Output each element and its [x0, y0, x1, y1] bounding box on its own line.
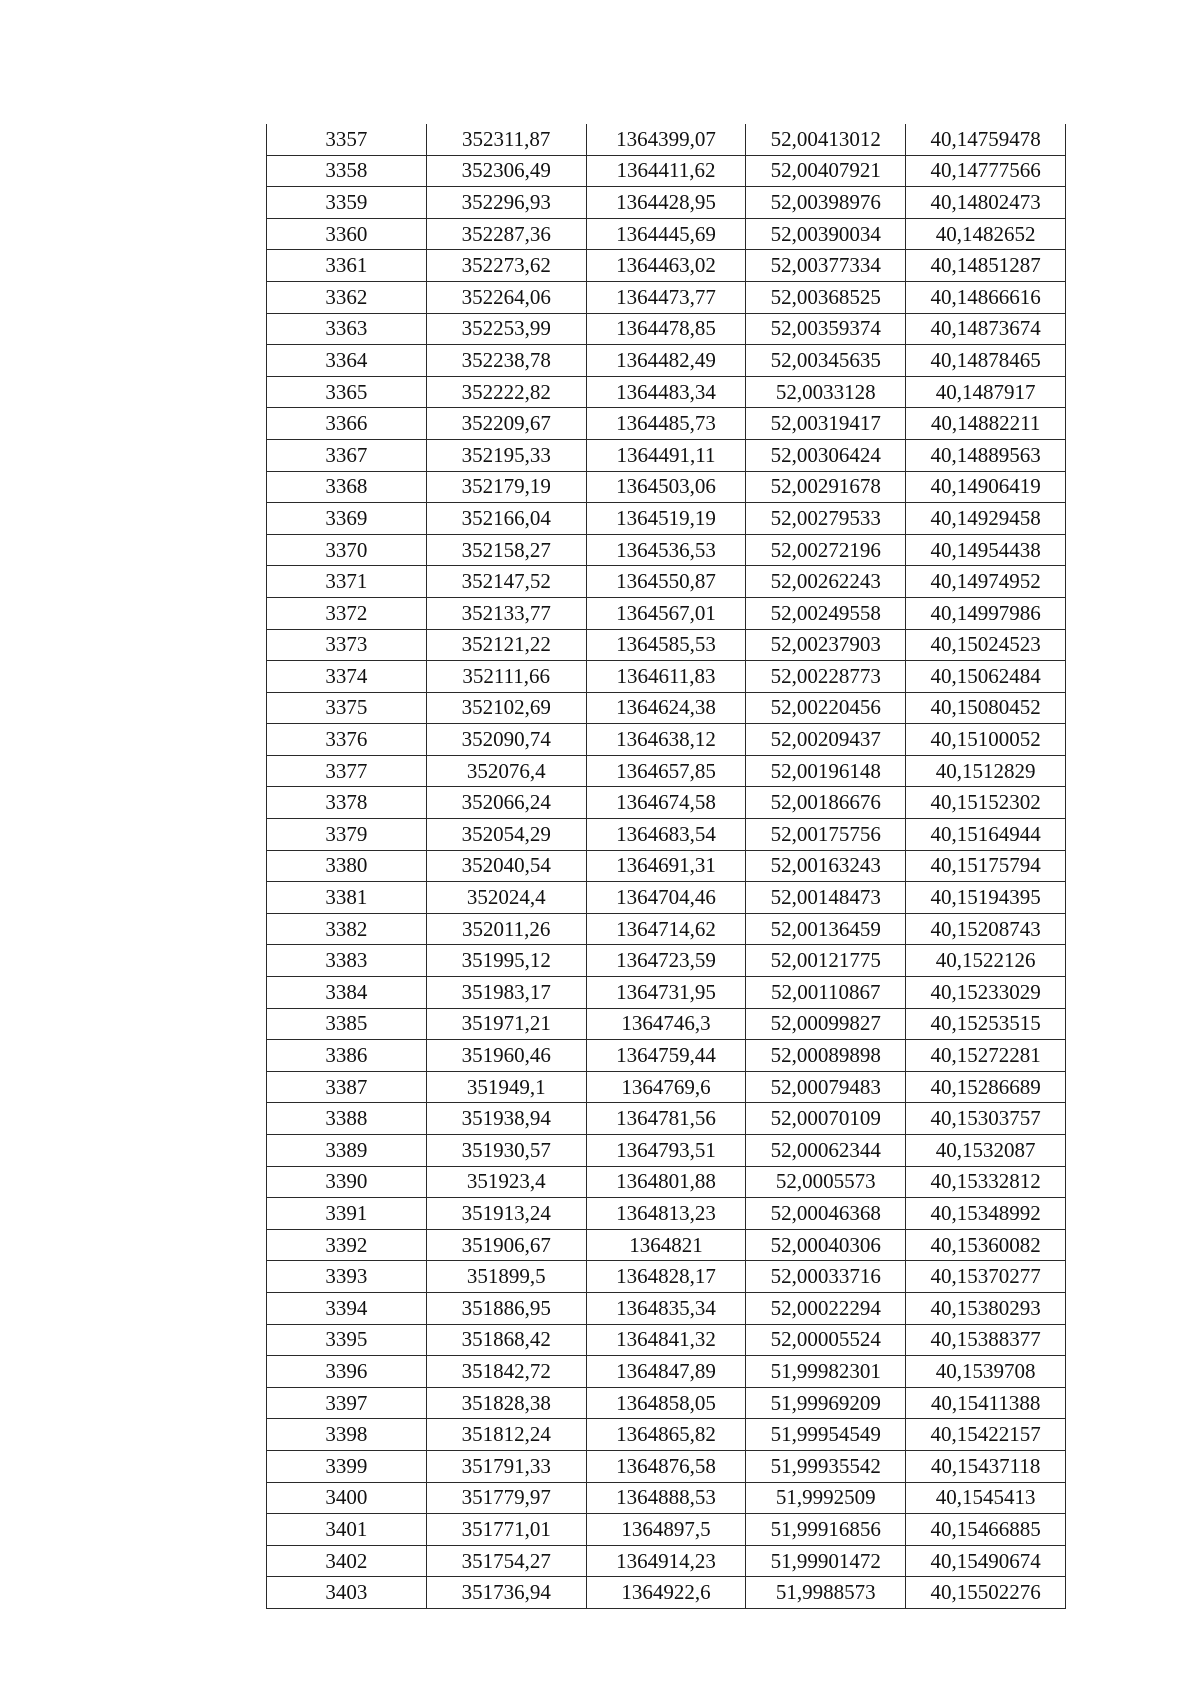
y-coordinate-cell: 1364483,34: [586, 376, 746, 408]
longitude-cell: 40,15164944: [906, 819, 1066, 851]
y-coordinate-cell: 1364858,05: [586, 1387, 746, 1419]
y-coordinate-cell: 1364657,85: [586, 755, 746, 787]
x-coordinate-cell: 352179,19: [426, 471, 586, 503]
point-number-cell: 3397: [267, 1387, 427, 1419]
longitude-cell: 40,1545413: [906, 1482, 1066, 1514]
table-row: [267, 1040, 1066, 1072]
latitude-cell: 52,00345635: [746, 345, 906, 377]
longitude-cell: 40,14777566: [906, 155, 1066, 187]
x-coordinate-cell: 351868,42: [426, 1324, 586, 1356]
latitude-cell: 52,00249558: [746, 597, 906, 629]
table-row: [267, 977, 1066, 1009]
y-coordinate-cell: 1364536,53: [586, 534, 746, 566]
longitude-cell: 40,15466885: [906, 1514, 1066, 1546]
longitude-cell: 40,15380293: [906, 1292, 1066, 1324]
point-number-cell: 3368: [267, 471, 427, 503]
point-number-cell: 3369: [267, 503, 427, 535]
longitude-cell: 40,15303757: [906, 1103, 1066, 1135]
x-coordinate-cell: 352102,69: [426, 692, 586, 724]
table-body: [267, 124, 1066, 1608]
y-coordinate-cell: 1364793,51: [586, 1135, 746, 1167]
latitude-cell: 52,00163243: [746, 850, 906, 882]
longitude-cell: 40,15437118: [906, 1450, 1066, 1482]
y-coordinate-cell: 1364683,54: [586, 819, 746, 851]
table-row: [267, 408, 1066, 440]
table-row: [267, 1071, 1066, 1103]
longitude-cell: 40,14974952: [906, 566, 1066, 598]
point-number-cell: 3400: [267, 1482, 427, 1514]
latitude-cell: 51,99969209: [746, 1387, 906, 1419]
y-coordinate-cell: 1364714,62: [586, 913, 746, 945]
latitude-cell: 51,99982301: [746, 1356, 906, 1388]
longitude-cell: 40,15490674: [906, 1545, 1066, 1577]
latitude-cell: 51,99954549: [746, 1419, 906, 1451]
y-coordinate-cell: 1364821: [586, 1229, 746, 1261]
latitude-cell: 52,00237903: [746, 629, 906, 661]
y-coordinate-cell: 1364759,44: [586, 1040, 746, 1072]
latitude-cell: 52,00121775: [746, 945, 906, 977]
point-number-cell: 3378: [267, 787, 427, 819]
table-row: [267, 313, 1066, 345]
latitude-cell: 52,00279533: [746, 503, 906, 535]
y-coordinate-cell: 1364478,85: [586, 313, 746, 345]
latitude-cell: 51,9988573: [746, 1577, 906, 1609]
point-number-cell: 3382: [267, 913, 427, 945]
longitude-cell: 40,15100052: [906, 724, 1066, 756]
y-coordinate-cell: 1364781,56: [586, 1103, 746, 1135]
point-number-cell: 3362: [267, 281, 427, 313]
longitude-cell: 40,14929458: [906, 503, 1066, 535]
table-row: [267, 1387, 1066, 1419]
x-coordinate-cell: 352024,4: [426, 882, 586, 914]
longitude-cell: 40,15422157: [906, 1419, 1066, 1451]
y-coordinate-cell: 1364801,88: [586, 1166, 746, 1198]
x-coordinate-cell: 352133,77: [426, 597, 586, 629]
point-number-cell: 3366: [267, 408, 427, 440]
y-coordinate-cell: 1364731,95: [586, 977, 746, 1009]
point-number-cell: 3389: [267, 1135, 427, 1167]
y-coordinate-cell: 1364463,02: [586, 250, 746, 282]
point-number-cell: 3361: [267, 250, 427, 282]
x-coordinate-cell: 351949,1: [426, 1071, 586, 1103]
y-coordinate-cell: 1364411,62: [586, 155, 746, 187]
latitude-cell: 52,00046368: [746, 1198, 906, 1230]
y-coordinate-cell: 1364611,83: [586, 661, 746, 693]
coordinates-table: [266, 124, 1066, 1609]
x-coordinate-cell: 351930,57: [426, 1135, 586, 1167]
table-row: [267, 1166, 1066, 1198]
y-coordinate-cell: 1364704,46: [586, 882, 746, 914]
y-coordinate-cell: 1364723,59: [586, 945, 746, 977]
latitude-cell: 52,00186676: [746, 787, 906, 819]
latitude-cell: 52,00228773: [746, 661, 906, 693]
x-coordinate-cell: 351812,24: [426, 1419, 586, 1451]
x-coordinate-cell: 352040,54: [426, 850, 586, 882]
point-number-cell: 3375: [267, 692, 427, 724]
latitude-cell: 52,00377334: [746, 250, 906, 282]
y-coordinate-cell: 1364550,87: [586, 566, 746, 598]
table-row: [267, 1261, 1066, 1293]
point-number-cell: 3399: [267, 1450, 427, 1482]
point-number-cell: 3392: [267, 1229, 427, 1261]
x-coordinate-cell: 352011,26: [426, 913, 586, 945]
latitude-cell: 52,00306424: [746, 439, 906, 471]
longitude-cell: 40,15208743: [906, 913, 1066, 945]
table-row: [267, 250, 1066, 282]
latitude-cell: 52,00220456: [746, 692, 906, 724]
latitude-cell: 52,00272196: [746, 534, 906, 566]
latitude-cell: 52,00390034: [746, 218, 906, 250]
point-number-cell: 3380: [267, 850, 427, 882]
point-number-cell: 3393: [267, 1261, 427, 1293]
latitude-cell: 52,00291678: [746, 471, 906, 503]
table-row: [267, 692, 1066, 724]
point-number-cell: 3390: [267, 1166, 427, 1198]
y-coordinate-cell: 1364567,01: [586, 597, 746, 629]
point-number-cell: 3358: [267, 155, 427, 187]
table-row: [267, 471, 1066, 503]
latitude-cell: 52,00407921: [746, 155, 906, 187]
latitude-cell: 52,00033716: [746, 1261, 906, 1293]
y-coordinate-cell: 1364482,49: [586, 345, 746, 377]
longitude-cell: 40,14759478: [906, 124, 1066, 155]
point-number-cell: 3391: [267, 1198, 427, 1230]
longitude-cell: 40,15348992: [906, 1198, 1066, 1230]
x-coordinate-cell: 351960,46: [426, 1040, 586, 1072]
point-number-cell: 3367: [267, 439, 427, 471]
y-coordinate-cell: 1364888,53: [586, 1482, 746, 1514]
y-coordinate-cell: 1364835,34: [586, 1292, 746, 1324]
table-row: [267, 503, 1066, 535]
longitude-cell: 40,14906419: [906, 471, 1066, 503]
table-row: [267, 566, 1066, 598]
longitude-cell: 40,15272281: [906, 1040, 1066, 1072]
x-coordinate-cell: 352066,24: [426, 787, 586, 819]
longitude-cell: 40,14851287: [906, 250, 1066, 282]
longitude-cell: 40,1532087: [906, 1135, 1066, 1167]
x-coordinate-cell: 352195,33: [426, 439, 586, 471]
point-number-cell: 3385: [267, 1008, 427, 1040]
longitude-cell: 40,1512829: [906, 755, 1066, 787]
longitude-cell: 40,15253515: [906, 1008, 1066, 1040]
y-coordinate-cell: 1364746,3: [586, 1008, 746, 1040]
point-number-cell: 3383: [267, 945, 427, 977]
y-coordinate-cell: 1364813,23: [586, 1198, 746, 1230]
y-coordinate-cell: 1364922,6: [586, 1577, 746, 1609]
x-coordinate-cell: 352147,52: [426, 566, 586, 598]
point-number-cell: 3372: [267, 597, 427, 629]
x-coordinate-cell: 351906,67: [426, 1229, 586, 1261]
point-number-cell: 3364: [267, 345, 427, 377]
x-coordinate-cell: 351842,72: [426, 1356, 586, 1388]
point-number-cell: 3363: [267, 313, 427, 345]
latitude-cell: 52,00079483: [746, 1071, 906, 1103]
table-row: [267, 1103, 1066, 1135]
point-number-cell: 3370: [267, 534, 427, 566]
y-coordinate-cell: 1364399,07: [586, 124, 746, 155]
x-coordinate-cell: 352121,22: [426, 629, 586, 661]
y-coordinate-cell: 1364828,17: [586, 1261, 746, 1293]
x-coordinate-cell: 352253,99: [426, 313, 586, 345]
table-row: [267, 218, 1066, 250]
x-coordinate-cell: 351995,12: [426, 945, 586, 977]
latitude-cell: 52,0005573: [746, 1166, 906, 1198]
table-row: [267, 187, 1066, 219]
longitude-cell: 40,15233029: [906, 977, 1066, 1009]
longitude-cell: 40,14882211: [906, 408, 1066, 440]
table-row: [267, 1356, 1066, 1388]
latitude-cell: 51,99901472: [746, 1545, 906, 1577]
x-coordinate-cell: 351913,24: [426, 1198, 586, 1230]
longitude-cell: 40,15360082: [906, 1229, 1066, 1261]
x-coordinate-cell: 351736,94: [426, 1577, 586, 1609]
point-number-cell: 3365: [267, 376, 427, 408]
latitude-cell: 52,00319417: [746, 408, 906, 440]
longitude-cell: 40,15388377: [906, 1324, 1066, 1356]
longitude-cell: 40,15370277: [906, 1261, 1066, 1293]
longitude-cell: 40,14866616: [906, 281, 1066, 313]
latitude-cell: 52,00413012: [746, 124, 906, 155]
y-coordinate-cell: 1364914,23: [586, 1545, 746, 1577]
y-coordinate-cell: 1364841,32: [586, 1324, 746, 1356]
x-coordinate-cell: 352222,82: [426, 376, 586, 408]
point-number-cell: 3386: [267, 1040, 427, 1072]
point-number-cell: 3395: [267, 1324, 427, 1356]
latitude-cell: 52,00368525: [746, 281, 906, 313]
point-number-cell: 3371: [267, 566, 427, 598]
table-row: [267, 155, 1066, 187]
longitude-cell: 40,1487917: [906, 376, 1066, 408]
latitude-cell: 52,00005524: [746, 1324, 906, 1356]
y-coordinate-cell: 1364897,5: [586, 1514, 746, 1546]
x-coordinate-cell: 351983,17: [426, 977, 586, 1009]
table-row: [267, 1482, 1066, 1514]
longitude-cell: 40,15194395: [906, 882, 1066, 914]
y-coordinate-cell: 1364876,58: [586, 1450, 746, 1482]
table-row: [267, 755, 1066, 787]
table-row: [267, 281, 1066, 313]
longitude-cell: 40,15152302: [906, 787, 1066, 819]
longitude-cell: 40,15502276: [906, 1577, 1066, 1609]
longitude-cell: 40,15411388: [906, 1387, 1066, 1419]
y-coordinate-cell: 1364491,11: [586, 439, 746, 471]
table-row: [267, 882, 1066, 914]
x-coordinate-cell: 351771,01: [426, 1514, 586, 1546]
longitude-cell: 40,15286689: [906, 1071, 1066, 1103]
latitude-cell: 52,00062344: [746, 1135, 906, 1167]
x-coordinate-cell: 352054,29: [426, 819, 586, 851]
table-row: [267, 661, 1066, 693]
y-coordinate-cell: 1364769,6: [586, 1071, 746, 1103]
point-number-cell: 3381: [267, 882, 427, 914]
point-number-cell: 3360: [267, 218, 427, 250]
point-number-cell: 3359: [267, 187, 427, 219]
latitude-cell: 51,99916856: [746, 1514, 906, 1546]
x-coordinate-cell: 352311,87: [426, 124, 586, 155]
latitude-cell: 52,00070109: [746, 1103, 906, 1135]
y-coordinate-cell: 1364519,19: [586, 503, 746, 535]
x-coordinate-cell: 352273,62: [426, 250, 586, 282]
x-coordinate-cell: 352264,06: [426, 281, 586, 313]
latitude-cell: 52,00196148: [746, 755, 906, 787]
point-number-cell: 3387: [267, 1071, 427, 1103]
latitude-cell: 52,00040306: [746, 1229, 906, 1261]
latitude-cell: 52,00175756: [746, 819, 906, 851]
x-coordinate-cell: 352158,27: [426, 534, 586, 566]
point-number-cell: 3403: [267, 1577, 427, 1609]
point-number-cell: 3377: [267, 755, 427, 787]
x-coordinate-cell: 352238,78: [426, 345, 586, 377]
table-row: [267, 1419, 1066, 1451]
y-coordinate-cell: 1364865,82: [586, 1419, 746, 1451]
table-row: [267, 1577, 1066, 1609]
longitude-cell: 40,15332812: [906, 1166, 1066, 1198]
point-number-cell: 3379: [267, 819, 427, 851]
latitude-cell: 52,00136459: [746, 913, 906, 945]
x-coordinate-cell: 352090,74: [426, 724, 586, 756]
y-coordinate-cell: 1364503,06: [586, 471, 746, 503]
longitude-cell: 40,1522126: [906, 945, 1066, 977]
y-coordinate-cell: 1364445,69: [586, 218, 746, 250]
y-coordinate-cell: 1364585,53: [586, 629, 746, 661]
table-row: [267, 913, 1066, 945]
x-coordinate-cell: 352287,36: [426, 218, 586, 250]
latitude-cell: 52,00359374: [746, 313, 906, 345]
y-coordinate-cell: 1364691,31: [586, 850, 746, 882]
point-number-cell: 3357: [267, 124, 427, 155]
point-number-cell: 3402: [267, 1545, 427, 1577]
table-row: [267, 534, 1066, 566]
x-coordinate-cell: 352209,67: [426, 408, 586, 440]
table-row: [267, 1229, 1066, 1261]
longitude-cell: 40,14802473: [906, 187, 1066, 219]
longitude-cell: 40,14873674: [906, 313, 1066, 345]
longitude-cell: 40,14954438: [906, 534, 1066, 566]
x-coordinate-cell: 352166,04: [426, 503, 586, 535]
longitude-cell: 40,1482652: [906, 218, 1066, 250]
table-row: [267, 1545, 1066, 1577]
table-row: [267, 850, 1066, 882]
x-coordinate-cell: 351828,38: [426, 1387, 586, 1419]
longitude-cell: 40,15024523: [906, 629, 1066, 661]
x-coordinate-cell: 352296,93: [426, 187, 586, 219]
table-row: [267, 1324, 1066, 1356]
point-number-cell: 3388: [267, 1103, 427, 1135]
latitude-cell: 52,00099827: [746, 1008, 906, 1040]
table-row: [267, 787, 1066, 819]
table-row: [267, 724, 1066, 756]
y-coordinate-cell: 1364473,77: [586, 281, 746, 313]
point-number-cell: 3401: [267, 1514, 427, 1546]
point-number-cell: 3373: [267, 629, 427, 661]
latitude-cell: 52,00398976: [746, 187, 906, 219]
point-number-cell: 3384: [267, 977, 427, 1009]
table-row: [267, 376, 1066, 408]
point-number-cell: 3396: [267, 1356, 427, 1388]
x-coordinate-cell: 351971,21: [426, 1008, 586, 1040]
longitude-cell: 40,15175794: [906, 850, 1066, 882]
x-coordinate-cell: 351923,4: [426, 1166, 586, 1198]
document-page: [266, 124, 1066, 1609]
y-coordinate-cell: 1364428,95: [586, 187, 746, 219]
latitude-cell: 52,00089898: [746, 1040, 906, 1072]
latitude-cell: 52,00110867: [746, 977, 906, 1009]
longitude-cell: 40,15062484: [906, 661, 1066, 693]
table-row: [267, 1292, 1066, 1324]
table-row: [267, 439, 1066, 471]
point-number-cell: 3374: [267, 661, 427, 693]
latitude-cell: 52,00022294: [746, 1292, 906, 1324]
latitude-cell: 52,00262243: [746, 566, 906, 598]
longitude-cell: 40,14889563: [906, 439, 1066, 471]
point-number-cell: 3398: [267, 1419, 427, 1451]
table-row: [267, 345, 1066, 377]
latitude-cell: 52,00148473: [746, 882, 906, 914]
table-row: [267, 597, 1066, 629]
longitude-cell: 40,1539708: [906, 1356, 1066, 1388]
x-coordinate-cell: 352076,4: [426, 755, 586, 787]
x-coordinate-cell: 351754,27: [426, 1545, 586, 1577]
table-row: [267, 819, 1066, 851]
latitude-cell: 52,00209437: [746, 724, 906, 756]
y-coordinate-cell: 1364624,38: [586, 692, 746, 724]
y-coordinate-cell: 1364847,89: [586, 1356, 746, 1388]
latitude-cell: 52,0033128: [746, 376, 906, 408]
y-coordinate-cell: 1364674,58: [586, 787, 746, 819]
latitude-cell: 51,99935542: [746, 1450, 906, 1482]
table-row: [267, 629, 1066, 661]
x-coordinate-cell: 352306,49: [426, 155, 586, 187]
longitude-cell: 40,14878465: [906, 345, 1066, 377]
table-row: [267, 1008, 1066, 1040]
table-row: [267, 1135, 1066, 1167]
table-row: [267, 1198, 1066, 1230]
y-coordinate-cell: 1364638,12: [586, 724, 746, 756]
y-coordinate-cell: 1364485,73: [586, 408, 746, 440]
longitude-cell: 40,14997986: [906, 597, 1066, 629]
table-row: [267, 124, 1066, 155]
table-row: [267, 1514, 1066, 1546]
x-coordinate-cell: 351899,5: [426, 1261, 586, 1293]
x-coordinate-cell: 351886,95: [426, 1292, 586, 1324]
x-coordinate-cell: 352111,66: [426, 661, 586, 693]
x-coordinate-cell: 351791,33: [426, 1450, 586, 1482]
table-row: [267, 1450, 1066, 1482]
point-number-cell: 3394: [267, 1292, 427, 1324]
longitude-cell: 40,15080452: [906, 692, 1066, 724]
point-number-cell: 3376: [267, 724, 427, 756]
x-coordinate-cell: 351938,94: [426, 1103, 586, 1135]
latitude-cell: 51,9992509: [746, 1482, 906, 1514]
x-coordinate-cell: 351779,97: [426, 1482, 586, 1514]
table-row: [267, 945, 1066, 977]
